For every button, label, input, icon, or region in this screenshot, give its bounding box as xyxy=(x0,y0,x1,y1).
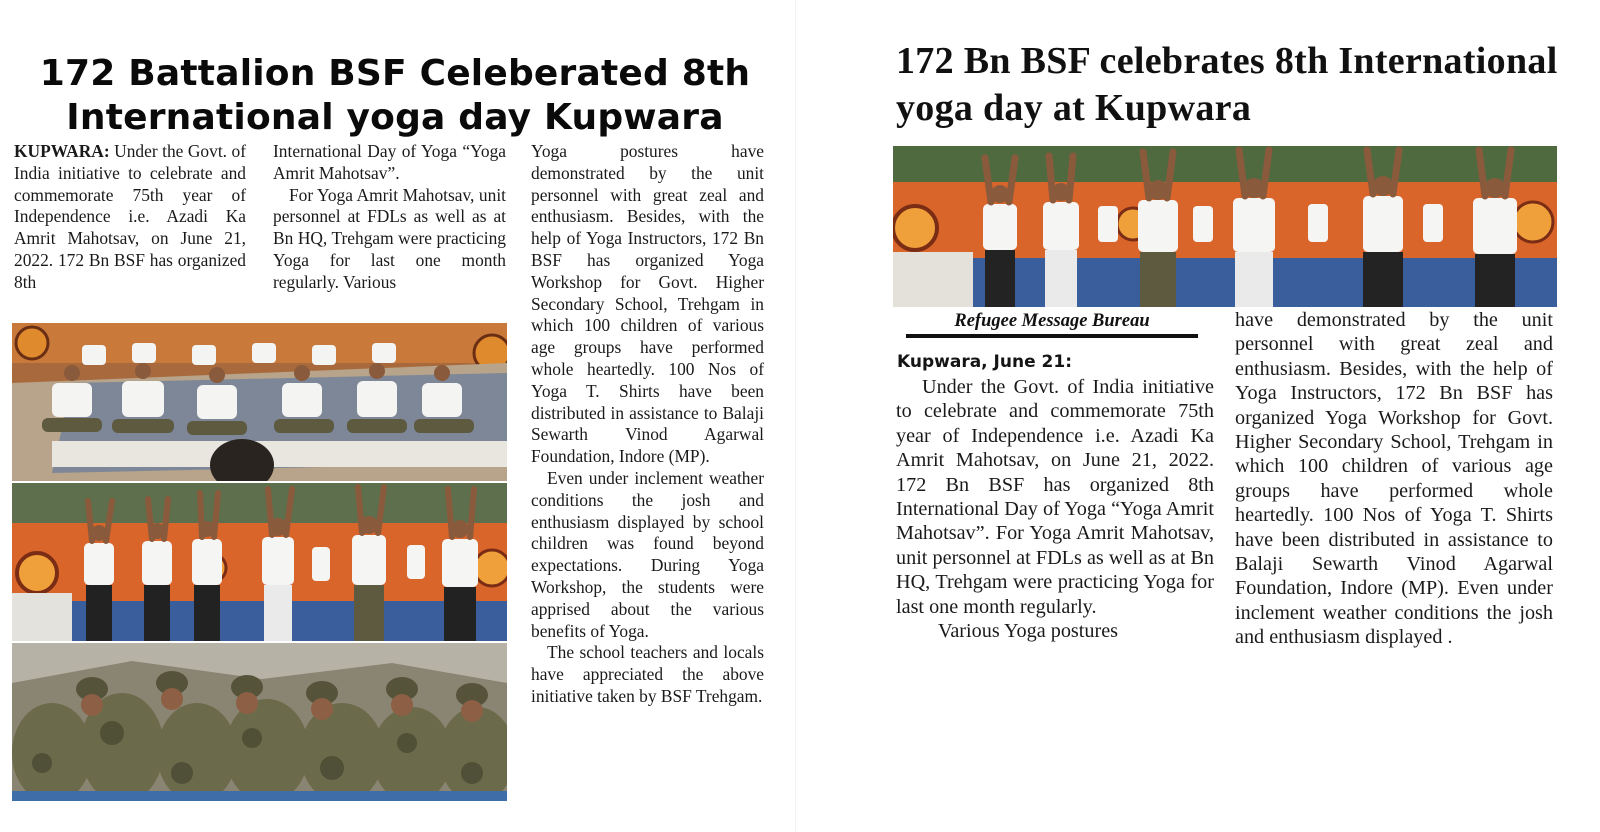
right-dateline: Kupwara, June 21: xyxy=(897,352,1072,372)
left-col2-paragraph-1: International Day of Yoga “Yoga Amrit Mahotsav”. xyxy=(273,141,506,183)
photo-standing-yoga xyxy=(12,483,507,641)
photo-soldiers-camouflage xyxy=(12,643,507,801)
left-headline: 172 Battalion BSF Celeberated 8th International yoga day Kupwara xyxy=(39,53,751,138)
right-headline: 172 Bn BSF celebrates 8th International yoga day at Kupwara xyxy=(896,40,1558,129)
left-col3-paragraph-1: Yoga postures have demonstrated by the unit personnel with great zeal and enthusiasm. Besides, with the help of Yoga Instructors, 172 Bn BSF has organized Yoga Workshop for Govt. Higher Secondary School, Trehgam in which 100 children of various age groups have performed whole heartedly. 100 Nos of Yoga T. Shirts have been distributed in assistance to Balaji Sewarth Vinod Agarwal Foundation, Indore (MP). xyxy=(531,141,764,467)
photo-yoga-raised-arms xyxy=(893,146,1557,307)
left-column-1 xyxy=(14,141,246,294)
right-byline-credit: Refugee Message Bureau xyxy=(954,311,1150,331)
photo-soldiers-camouflage-image xyxy=(12,643,507,801)
left-col1-paragraph xyxy=(14,141,246,294)
left-column-3 xyxy=(531,141,764,708)
left-col1-text: Under the Govt. of India initiative to celebrate and commemorate 75th year of Independence i.e. Azadi Ka Amrit Mahotsav, on June 21, 2022. 172 Bn BSF has organized 8th xyxy=(14,141,246,292)
left-dateline: KUPWARA: xyxy=(14,141,110,161)
left-column-2 xyxy=(273,141,506,294)
photo-seated-yoga-image xyxy=(12,323,507,481)
right-col2-paragraph: have demonstrated by the unit personnel with great zeal and enthusiasm. Besides, with the help of Yoga Instructors, 172 Bn BSF has organized Yoga Workshop for Govt. Higher Secondary School, Trehgam in which 100 children of various age groups have performed whole heartedly. 100 Nos of Yoga T. Shirts have been distributed in assistance to Balaji Sewarth Vinod Agarwal Foundation, Indore (MP). Even under inclement weather conditions the josh and enthusiasm displayed . xyxy=(1235,309,1553,649)
right-column-1 xyxy=(896,375,1214,643)
right-byline-rule xyxy=(906,334,1198,338)
right-col1-paragraph-2: Various Yoga postures xyxy=(938,620,1119,643)
photo-seated-yoga xyxy=(12,323,507,481)
right-col1-paragraph-1: Under the Govt. of India initiative to celebrate and commemorate 75th year of Independence i.e. Azadi Ka Amrit Mahotsav, on June 21, 2022. 172 Bn BSF has organized 8th International Day of Yoga “Yoga Amrit Mahotsav”. For Yoga Amrit Mahotsav, unit personnel at FDLs as well as at Bn HQ, Trehgam were practicing Yoga for last one month regularly. xyxy=(896,376,1214,618)
left-col2-paragraph-2: For Yoga Amrit Mahotsav, unit personnel at FDLs as well as at Bn HQ, Trehgam were practicing Yoga for last one month regularly. Various xyxy=(273,184,506,292)
photo-yoga-raised-arms-image xyxy=(893,146,1557,307)
left-col3-paragraph-3: The school teachers and locals have appreciated the above initiative taken by BSF Trehgam. xyxy=(531,642,764,706)
right-column-2 xyxy=(1235,308,1553,650)
page-divider xyxy=(795,0,796,832)
left-news-clipping xyxy=(0,0,790,832)
left-col3-paragraph-2: Even under inclement weather conditions the josh and enthusiasm displayed by school children was found beyond expectations. During Yoga Workshop, the students were apprised about the various benefits of Yoga. xyxy=(531,467,764,641)
photo-standing-yoga-image xyxy=(12,483,507,641)
